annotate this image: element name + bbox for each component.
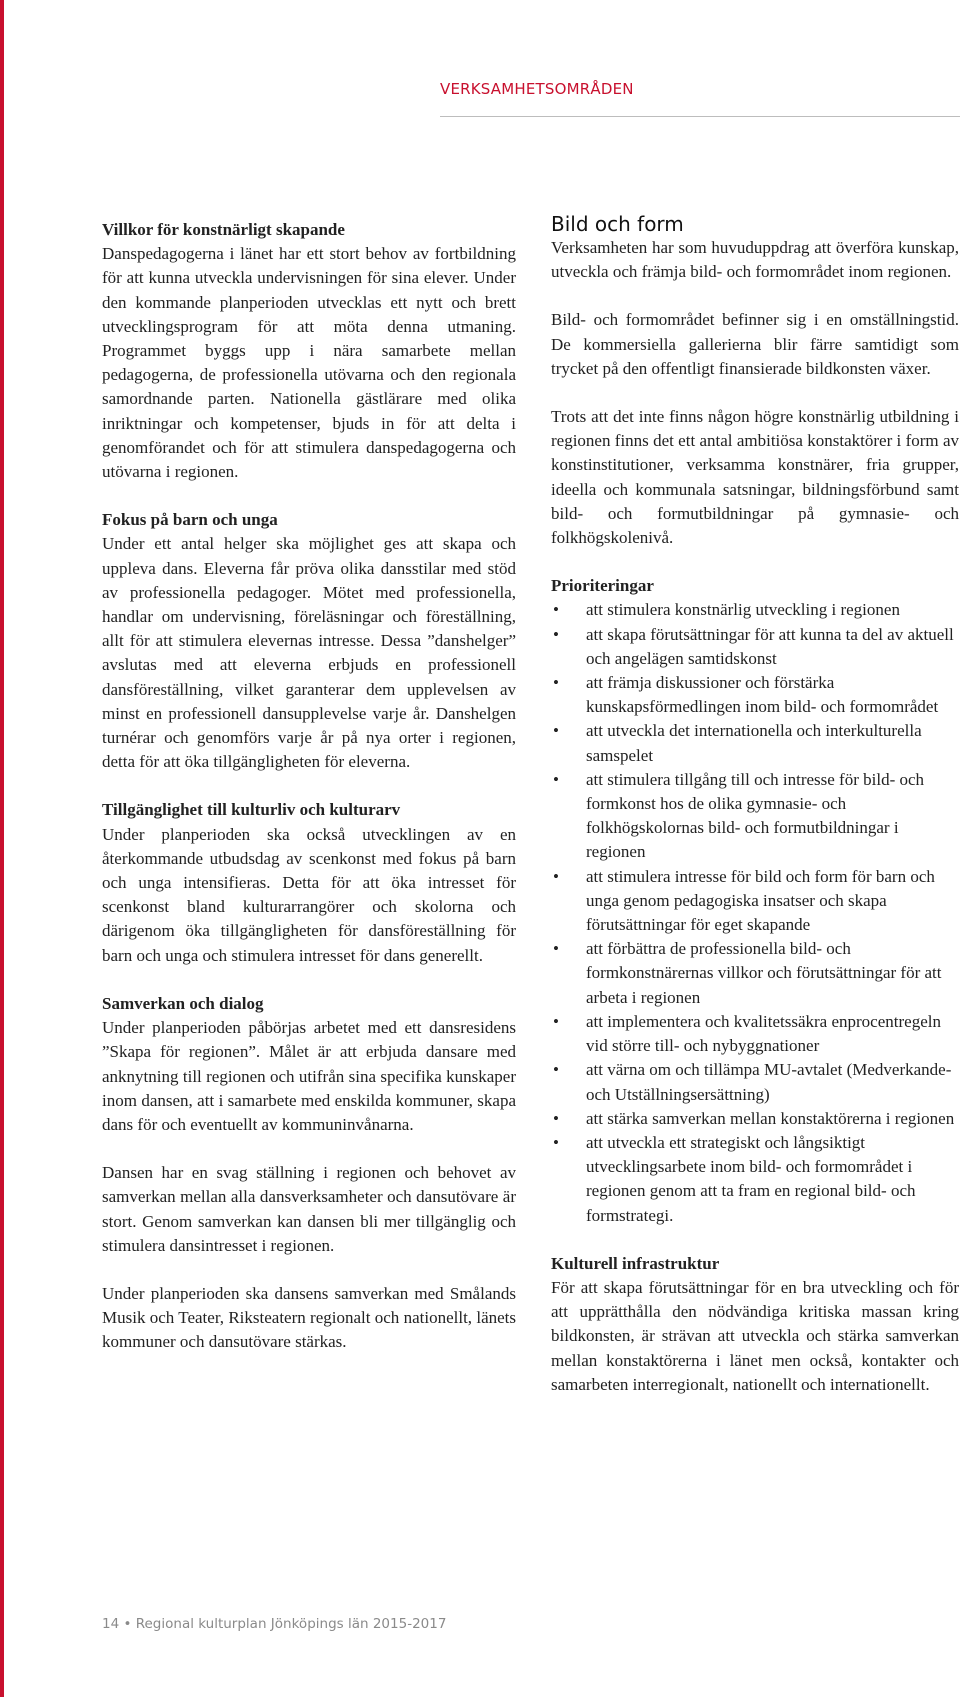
area-title: Bild och form — [551, 212, 684, 236]
list-item-text: att stimulera intresse för bild och form för barn och unga genom pedagogiska insatser och skapa förutsättningar för eget skapande — [586, 866, 935, 935]
section-samverkan — [102, 992, 516, 1355]
body-paragraph: Trots att det inte finns någon högre konstnärlig utbildning i regionen finns det ett antal ambitiösa konstaktörer i form av konstinstitutioner, verksamma konstnärer, fria grupper, ideella och kommunala satsningar, bildningsförbund samt bild- och formutbildningar på gymnasie- och folkhögskolenivå. — [551, 407, 959, 548]
list-item-text: att förbättra de professionella bild- och formkonstnärernas villkor och förutsättningar för att arbeta i regionen — [586, 939, 942, 1007]
bullet-icon: • — [553, 1132, 559, 1152]
section-heading: Villkor för konstnärligt skapande — [102, 220, 345, 239]
body-paragraph: Under planperioden ska också utvecklingen av en återkommande utbudsdag av scenkonst med fokus på barn och unga intensifieras. Detta för att öka intresset för scenkonst bland kulturarrangörer och skolorna och därigenom öka tillgängligheten för dansföreställning för barn och unga och stimulera intresset för dans generellt. — [102, 824, 516, 965]
list-item — [551, 1010, 959, 1058]
list-item — [551, 768, 959, 865]
list-item — [551, 719, 959, 767]
body-paragraph: Danspedagogerna i länet har ett stort behov av fortbildning för att kunna utveckla undervisningen för sina elever. Under den kommande planperioden utvecklas ett nytt och brett utvecklingsprogram för att möta denna utmaning. Programmet byggs upp i nära samarbete mellan pedagogerna, de professionella utövarna och den regionala samordnande parten. Nationella gästlärare med olika inriktningar och kompetenser, bjuds in för att delta i genomförandet och för att stimulera danspedagogerna och utövarna i regionen. — [102, 244, 516, 482]
bullet-icon: • — [553, 1108, 559, 1128]
section-heading: Prioriteringar — [551, 576, 654, 596]
list-item — [551, 1131, 959, 1228]
body-paragraph: Dansen har en svag ställning i regionen och behovet av samverkan mellan alla dansverksamheter och dansutövare är stort. Genom samverkan kan dansen bli mer tillgänglig och stimulera dansintresset i regionen. — [102, 1163, 516, 1255]
bullet-icon: • — [553, 624, 559, 644]
bullet-icon: • — [553, 673, 559, 693]
body-paragraph: Under planperioden ska dansens samverkan med Smålands Musik och Teater, Riksteatern regionalt och nationellt, länets kommuner och dansutövare stärkas. — [102, 1283, 516, 1352]
section-fokus — [102, 508, 516, 774]
section-tillganglighet — [102, 798, 516, 967]
list-item-text: att värna om och tillämpa MU-avtalet (Medverkande- och Utställningsersättning) — [586, 1060, 952, 1104]
list-item — [551, 623, 959, 671]
section-villkor — [102, 218, 516, 484]
list-item-text: att stimulera konstnärlig utveckling i regionen — [586, 600, 900, 620]
list-item-text: att stimulera tillgång till och intresse för bild- och formkonst hos de olika gymnasie- och folkhögskolornas bild- och formutbildningar i regionen — [586, 769, 925, 862]
list-item-text: att stärka samverkan mellan konstaktörerna i regionen — [586, 1108, 955, 1128]
section-heading: Kulturell infrastruktur — [551, 1253, 720, 1273]
list-item-text: att skapa förutsättningar för att kunna ta del av aktuell och angelägen samtidskonst — [586, 624, 954, 668]
list-item-text: att implementera och kvalitetssäkra enprocentregeln vid större till- och nybyggnationer — [586, 1011, 941, 1056]
section-header: VERKSAMHETSOMRÅDEN — [440, 80, 634, 98]
list-item-text: att främja diskussioner och förstärka kunskapsförmedlingen inom bild- och formområdet — [586, 673, 939, 717]
list-item — [551, 671, 959, 719]
left-column — [102, 218, 516, 1379]
section-kulturell-infrastruktur — [551, 1252, 959, 1397]
bullet-icon: • — [553, 1060, 559, 1080]
accent-bar — [0, 0, 4, 1697]
section-heading: Fokus på barn och unga — [102, 510, 278, 530]
list-item — [551, 937, 959, 1010]
section-bild-och-form — [551, 212, 959, 550]
page-footer: 14 • Regional kulturplan Jönköpings län 2015-2017 — [102, 1616, 447, 1632]
list-item — [551, 865, 959, 938]
list-item — [551, 1107, 959, 1131]
list-item-text: att utveckla ett strategiskt och långsiktigt utvecklingsarbete inom bild- och formområdet i regionen genom att ta fram en regional bild- och formstrategi. — [586, 1132, 916, 1225]
list-item — [551, 598, 959, 622]
bullet-icon: • — [553, 1011, 559, 1031]
body-paragraph: Under planperioden påbörjas arbetet med ett dansresidens ”Skapa för regionen”. Målet är att erbjuda dansare med anknytning till regionen och utifrån sina specifika kunskaper inom dansen, att i samarbete med enskilda kommuner, skapa dans för och eventuellt av kommuninvånarna. — [102, 1018, 516, 1134]
right-column — [551, 212, 959, 1421]
bullet-icon: • — [553, 769, 559, 789]
section-heading: Samverkan och dialog — [102, 993, 264, 1013]
header-divider — [440, 116, 960, 117]
bullet-icon: • — [553, 866, 559, 886]
body-paragraph: Bild- och formområdet befinner sig i en omställningstid. De kommersiella gallerierna blir färre samtidigt som trycket på den offentligt finansierade bildkonsten växer. — [551, 310, 959, 378]
priority-list — [551, 598, 959, 1227]
bullet-icon: • — [553, 939, 559, 959]
list-item — [551, 1058, 959, 1106]
body-paragraph: Under ett antal helger ska möjlighet ges att skapa och uppleva dans. Eleverna får pröva olika dansstilar med stöd av professionella pedagoger. Mötet med professionella, handlar om undervisning, föreläsningar och föreställning, allt för att stimulera elevernas intresse. Dessa ”danshelger” avslutas med att eleverna erbjuds en professionell dansföreställning, vilket garanterar dem upplevelsen av minst en professionell dansupplevelse varje år. Danshelgen turnérar och genomförs varje år på nya orter i regionen, detta för att öka tillgängligheten för eleverna. — [102, 534, 516, 772]
body-paragraph: Verksamheten har som huvuduppdrag att överföra kunskap, utveckla och främja bild- och formområdet inom regionen. — [551, 238, 959, 282]
bullet-icon: • — [553, 600, 559, 620]
body-paragraph: För att skapa förutsättningar för en bra utveckling och för att upprätthålla den nödvändiga kritiska massan kring bildkonsten, är strävan att utveckla och stärka samverkan mellan konstaktörerna i länet men också, kontakter och samarbeten interregionalt, nationellt och internationellt. — [551, 1277, 959, 1394]
section-heading: Tillgänglighet till kulturliv och kulturarv — [102, 800, 401, 820]
list-item-text: att utveckla det internationella och interkulturella samspelet — [586, 721, 922, 765]
section-prioriteringar — [551, 574, 959, 1227]
bullet-icon: • — [553, 721, 559, 741]
